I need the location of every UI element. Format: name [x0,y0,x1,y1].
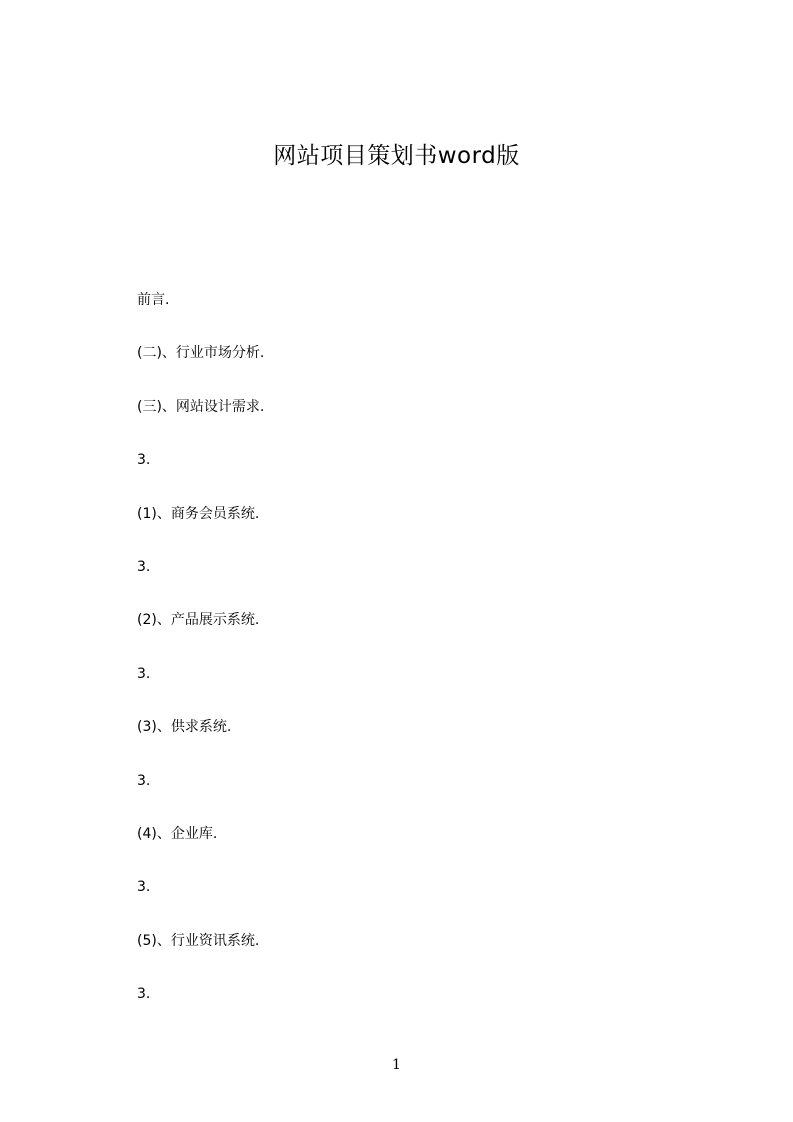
toc-line: (3)、供求系统. [137,719,232,736]
toc-line: 3. [137,986,151,1003]
toc-line: (二)、行业市场分析. [137,345,265,362]
toc-line: (三)、网站设计需求. [137,398,265,415]
toc-line: (5)、行业资讯系统. [137,932,260,949]
toc-line: 3. [137,772,151,789]
toc-line: (4)、企业库. [137,825,218,842]
toc-line: 3. [137,665,151,682]
toc-line: (1)、商务会员系统. [137,505,260,522]
toc-line: 3. [137,452,151,469]
toc-line: 3. [137,879,151,896]
toc-line: 3. [137,558,151,575]
toc-line: 前言. [137,292,170,308]
page-number: 1 [392,1057,401,1073]
table-of-contents [137,289,697,1036]
toc-line: (2)、产品展示系统. [137,612,260,629]
document-title: 网站项目策划书word版 [273,143,520,169]
